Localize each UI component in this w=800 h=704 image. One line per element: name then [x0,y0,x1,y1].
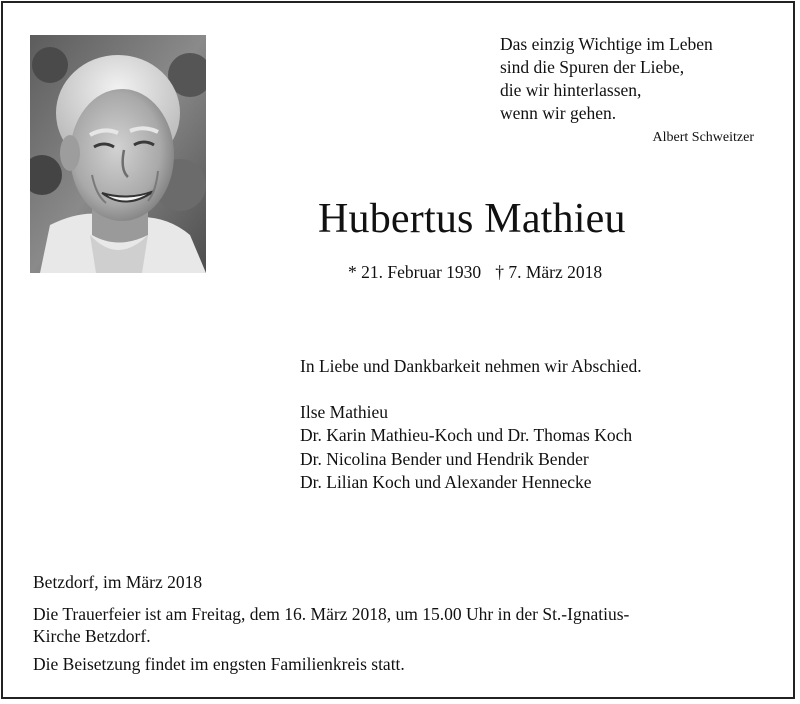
ceremony-info [33,604,653,647]
quote [500,33,713,125]
ceremony-line: Die Trauerfeier ist am Freitag, dem 16. März 2018, um 15.00 Uhr in der St.-Ignatius- [33,604,630,624]
portrait-image [30,35,206,273]
mourner: Ilse Mathieu [300,402,388,422]
ceremony-line: Kirche Betzdorf. [33,625,151,646]
quote-line: sind die Spuren der Liebe, [500,57,685,77]
mourner: Dr. Karin Mathieu-Koch und Dr. Thomas Koch [300,425,633,446]
quote-line: wenn wir gehen. [500,103,617,123]
mourner: Dr. Lilian Koch und Alexander Hennecke [300,471,592,492]
quote-line: Das einzig Wichtige im Leben [500,34,713,54]
birth-date: * 21. Februar 1930 [348,262,482,282]
quote-author: Albert Schweitzer [652,130,754,145]
death-date: † 7. März 2018 [495,262,603,282]
burial-info: Die Beisetzung findet im engsten Familienkreis statt. [33,654,405,674]
deceased-name: Hubertus Mathieu [318,196,626,242]
place-date: Betzdorf, im März 2018 [33,572,203,592]
quote-line: die wir hinterlassen, [500,80,642,100]
life-dates [348,262,602,283]
mourner: Dr. Nicolina Bender und Hendrik Bender [300,448,589,469]
portrait-photo [30,35,206,273]
farewell-text: In Liebe und Dankbarkeit nehmen wir Abschied. [300,356,642,376]
mourners-list [300,401,632,494]
